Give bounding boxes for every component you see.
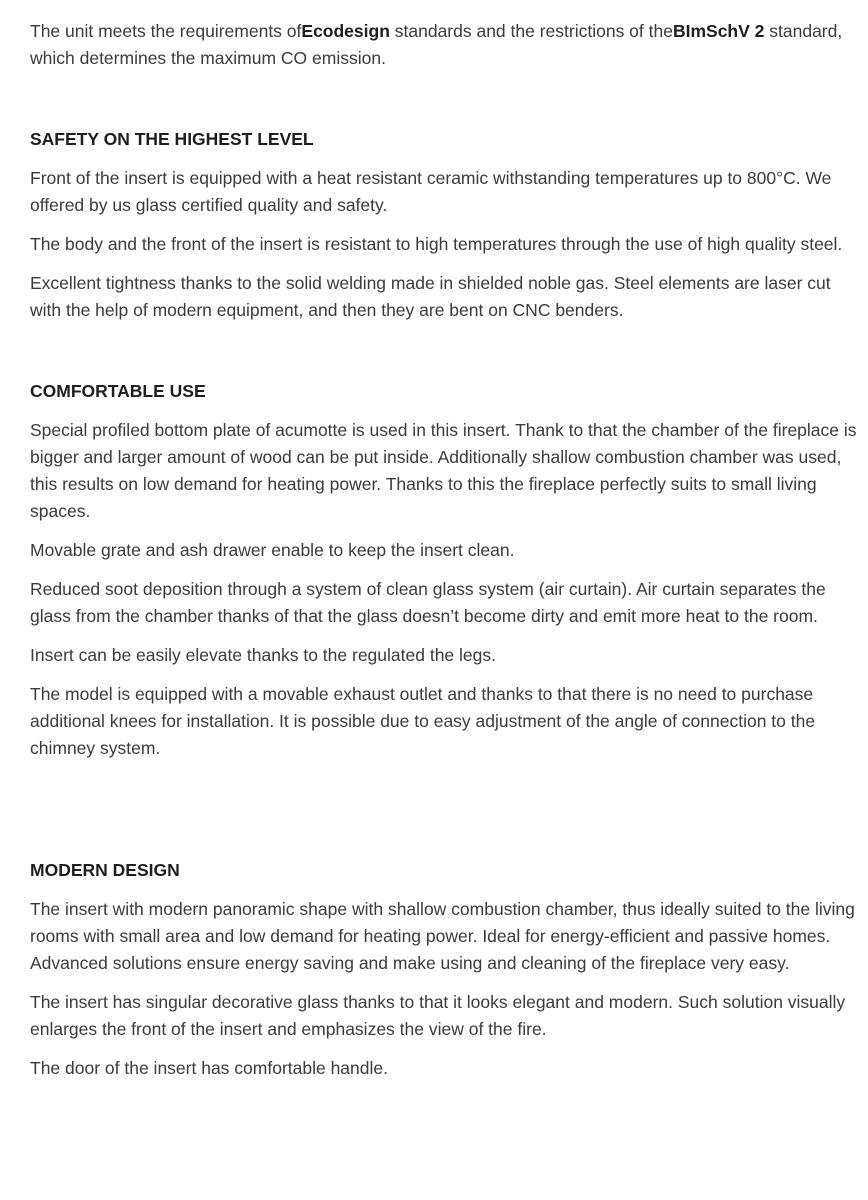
comfort-paragraph-1: Special profiled bottom plate of acumotte is used in this insert. Thank to that the chamber of the fireplace is bigger and larger amount of wood can be put inside. Additionally shallow combustion chamber was used, this results on low demand for heating power. Thanks to this the fireplace perfectly suits to small living spaces. (30, 420, 857, 521)
safety-paragraph-3: Excellent tightness thanks to the solid welding made in shielded noble gas. Steel elements are laser cut with the help of modern equipment, and then they are bent on CNC benders. (30, 273, 831, 320)
comfort-paragraph-5: The model is equipped with a movable exhaust outlet and thanks to that there is no need to purchase additional knees for installation. It is possible due to easy adjustment of the angle of connection to the chimney system. (30, 684, 816, 758)
design-paragraph-2: The insert has singular decorative glass thanks to that it looks elegant and modern. Such solution visually enlarges the front of the insert and emphasizes the view of the fire. (30, 992, 846, 1039)
section-heading-modern-design: MODERN DESIGN (30, 860, 180, 880)
design-paragraph-3: The door of the insert has comfortable handle. (30, 1058, 388, 1078)
comfort-paragraph-4: Insert can be easily elevate thanks to the regulated the legs. (30, 645, 496, 665)
bimschv-term: BImSchV 2 (672, 21, 765, 41)
design-paragraph-1: The insert with modern panoramic shape with shallow combustion chamber, thus ideally suited to the living rooms with small area and low demand for heating power. Ideal for energy-efficient and passive homes. Advanced solutions ensure energy saving and make using and cleaning of the fireplace very easy. (30, 899, 855, 973)
section-heading-comfortable-use: COMFORTABLE USE (30, 381, 206, 401)
intro-text-3: standard, which determines the maximum CO emission. (30, 21, 843, 68)
comfort-paragraph-3: Reduced soot deposition through a system of clean glass system (air curtain). Air curtain separates the glass from the chamber thanks of that the glass doesn’t become dirty and emit more heat to the room. (30, 579, 826, 626)
document-body (30, 18, 866, 1094)
intro-text-2: standards and the restrictions of the (389, 21, 673, 41)
intro-paragraph (30, 18, 866, 72)
intro-text-1: The unit meets the requirements of (30, 21, 302, 41)
section-heading-safety: SAFETY ON THE HIGHEST LEVEL (30, 129, 314, 149)
comfort-paragraph-2: Movable grate and ash drawer enable to keep the insert clean. (30, 540, 515, 560)
safety-paragraph-1: Front of the insert is equipped with a heat resistant ceramic withstanding temperatures up to 800°C. We offered by us glass certified quality and safety. (30, 168, 832, 215)
safety-paragraph-2: The body and the front of the insert is resistant to high temperatures through the use of high quality steel. (30, 234, 843, 254)
ecodesign-term: Ecodesign (301, 21, 390, 41)
